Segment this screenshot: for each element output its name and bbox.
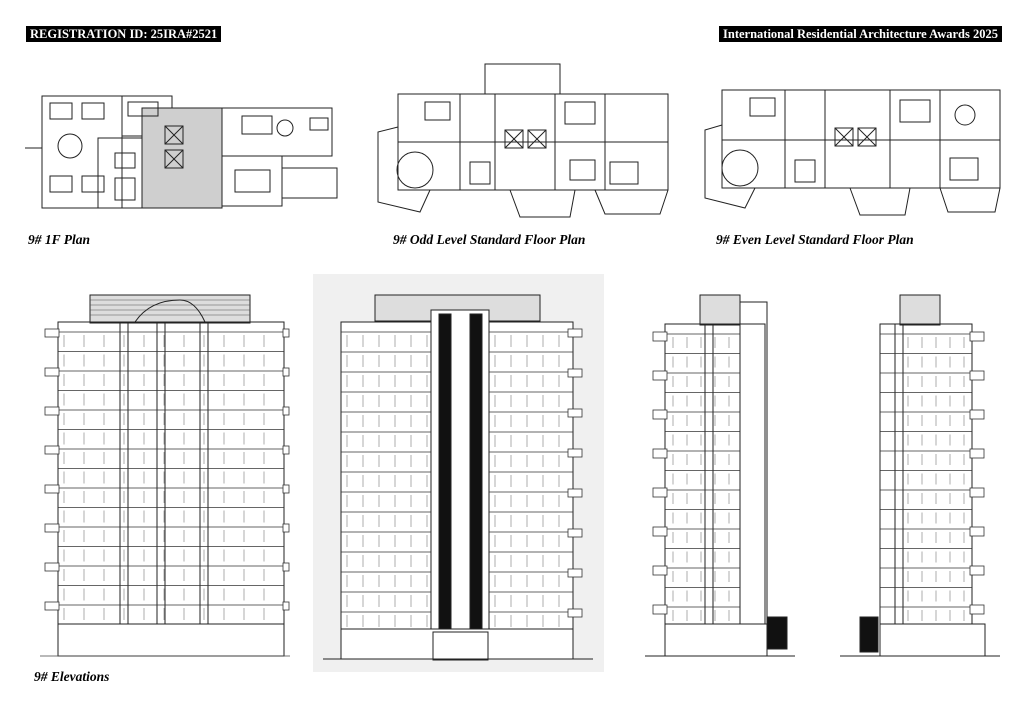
award-title-label: International Residential Architecture Awards 2025 [719,26,1002,42]
plan-caption-1f: 9# 1F Plan [28,232,91,247]
floor-plan-even-level [700,80,1010,225]
elevation-rear-panel [313,274,604,672]
floor-plan-1f [20,88,350,223]
elevations-caption: 9# Elevations [34,669,110,684]
registration-id-label: REGISTRATION ID: 25IRA#2521 [26,26,221,42]
elevation-side-left [645,292,795,660]
elevation-floor-lines-3 [653,332,740,621]
floor-plan-odd-level [370,52,680,222]
elevation-floor-lines [45,329,289,620]
elevation-front [40,292,290,660]
plan-caption-odd-level: 9# Odd Level Standard Floor Plan [393,232,586,247]
elevation-side-right [840,292,1000,660]
plan-caption-even-level: 9# Even Level Standard Floor Plan [716,232,914,247]
elevation-floor-lines-4 [880,332,984,621]
